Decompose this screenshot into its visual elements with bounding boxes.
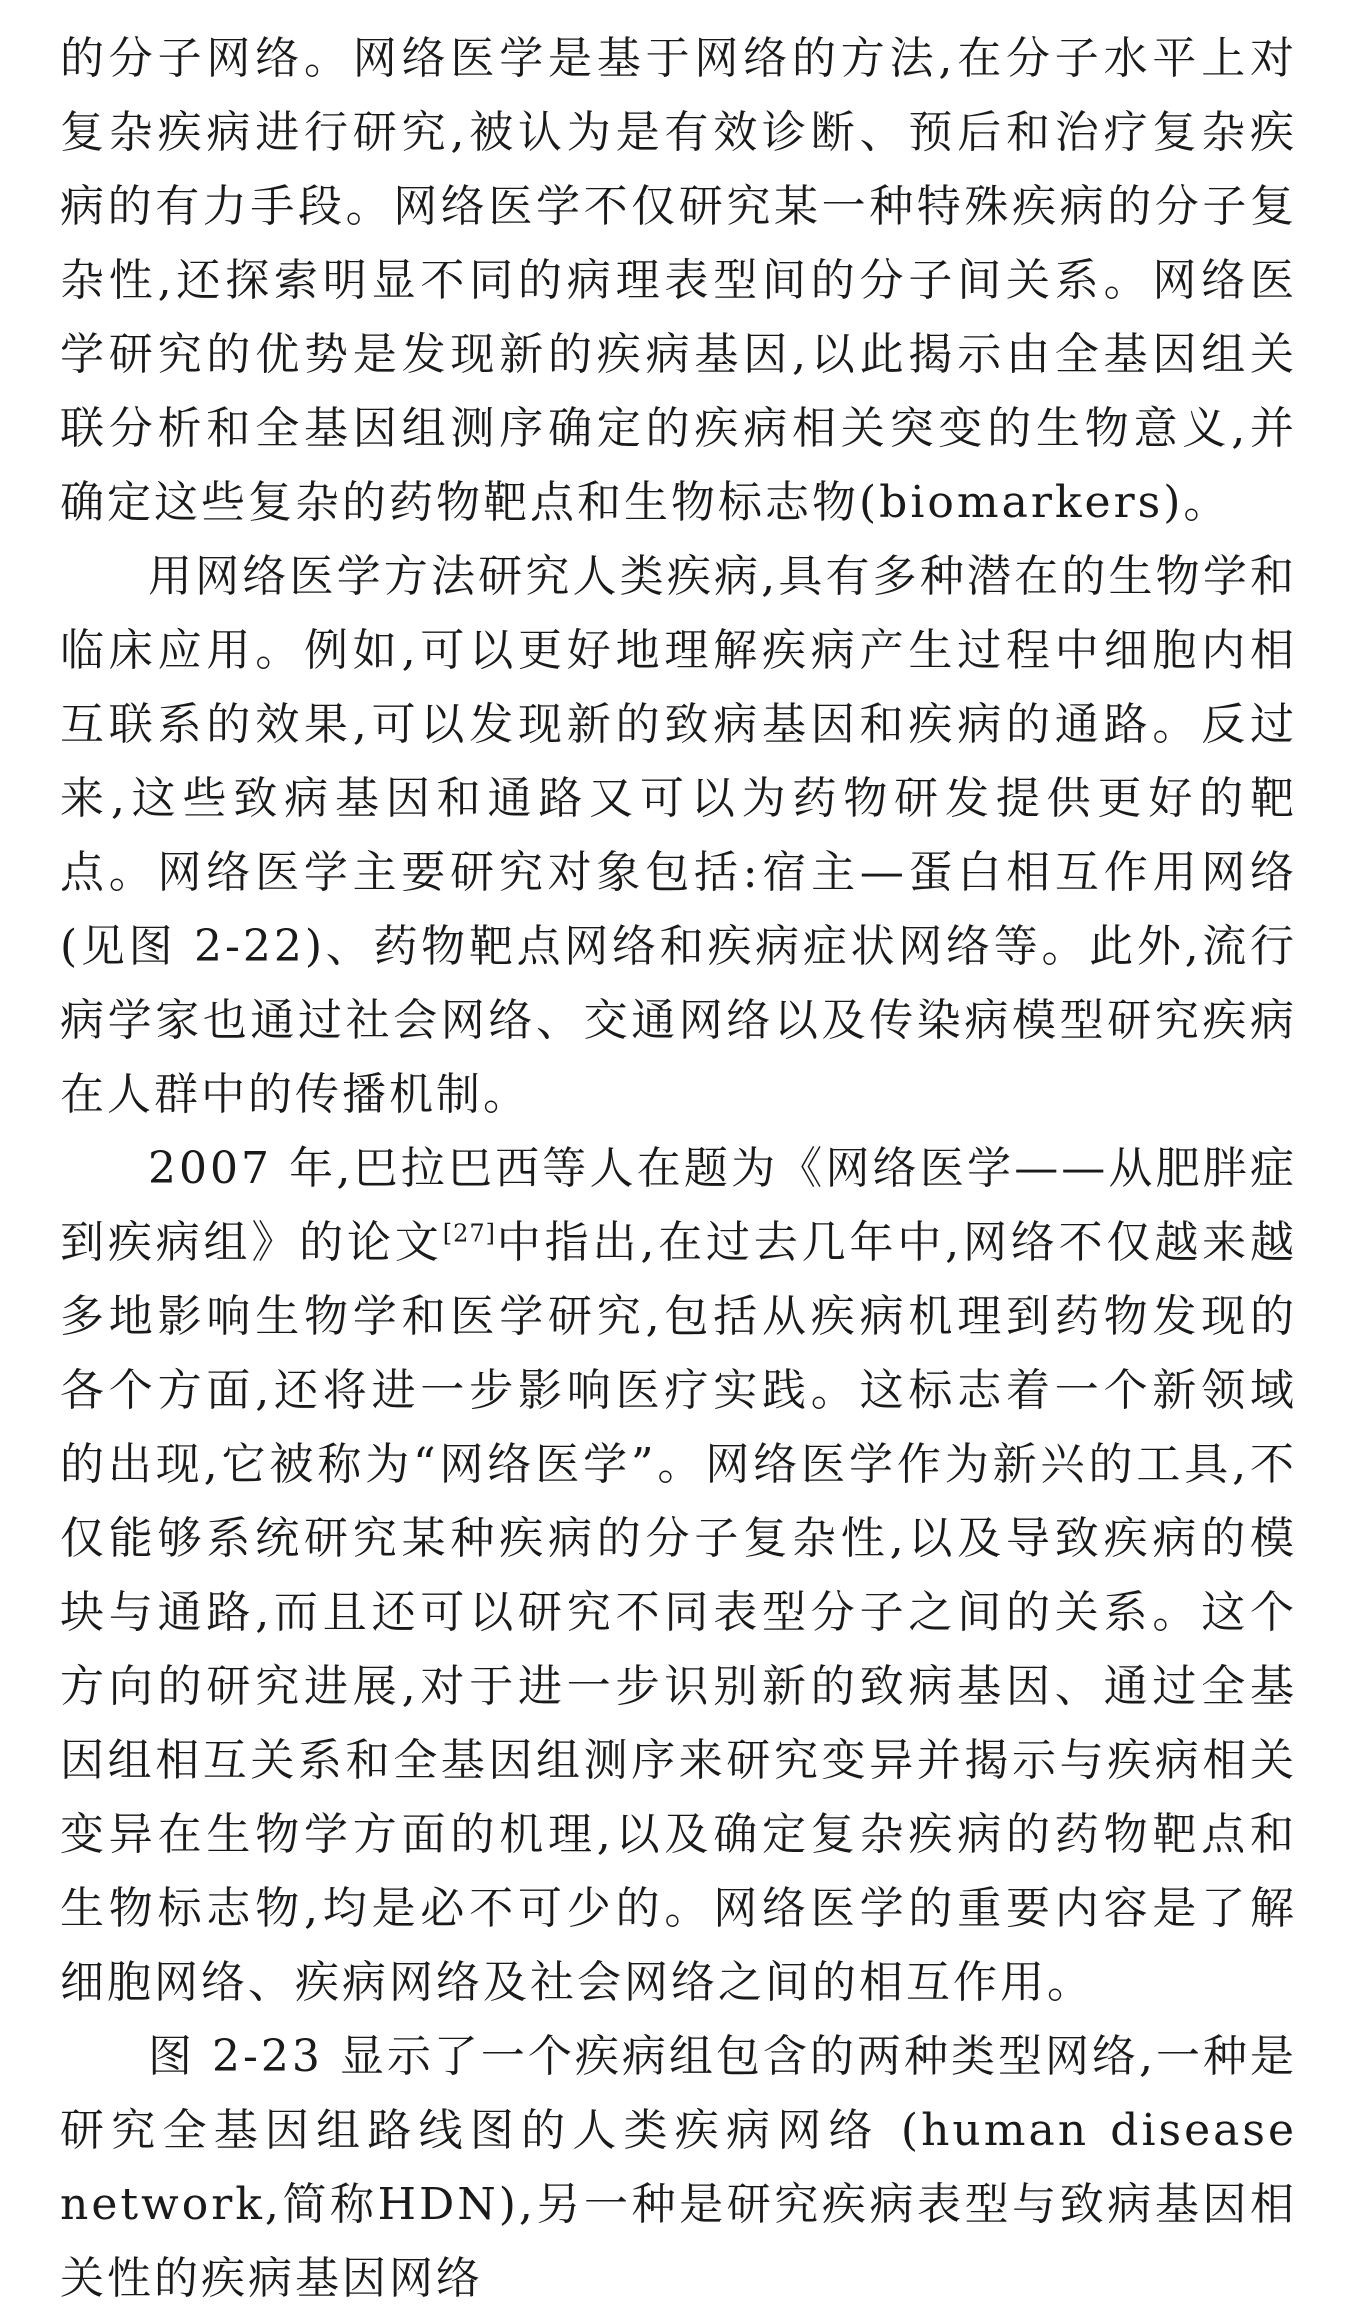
- paragraph-2: [60, 540, 1297, 1132]
- paragraph-text: 的分子网络。网络医学是基于网络的方法,在分子水平上对复杂疾病进行研究,被认为是有效诊断、预后和治疗复杂疾病的有力手段。网络医学不仅研究某一种特殊疾病的分子复杂性,还探索明显不同的病理表型间的分子间关系。网络医学研究的优势是发现新的疾病基因,以此揭示由全基因组关联分析和全基因组测序确定的疾病相关突变的生物意义,并确定这些复杂的药物靶点和生物标志物(biomarkers)。: [60, 33, 1297, 528]
- paragraph-text: 用网络医学方法研究人类疾病,具有多种潜在的生物学和临床应用。例如,可以更好地理解疾病产生过程中细胞内相互联系的效果,可以发现新的致病基因和疾病的通路。反过来,这些致病基因和通路又可以为药物研发提供更好的靶点。网络医学主要研究对象包括:宿主—蛋白相互作用网络(见图 2-22)、药物靶点网络和疾病症状网络等。此外,流行病学家也通过社会网络、交通网络以及传染病模型研究疾病在人群中的传播机制。: [60, 551, 1297, 1120]
- paragraph-1: [60, 22, 1297, 540]
- paragraph-4: [60, 2020, 1297, 2316]
- paragraph-text: 中指出,在过去几年中,网络不仅越来越多地影响生物学和医学研究,包括从疾病机理到药物发现的各个方面,还将进一步影响医疗实践。这标志着一个新领域的出现,它被称为“网络医学”。网络医学作为新兴的工具,不仅能够系统研究某种疾病的分子复杂性,以及导致疾病的模块与通路,而且还可以研究不同表型分子之间的关系。这个方向的研究进展,对于进一步识别新的致病基因、通过全基因组相互关系和全基因组测序来研究变异并揭示与疾病相关变异在生物学方面的机理,以及确定复杂疾病的药物靶点和生物标志物,均是必不可少的。网络医学的重要内容是了解细胞网络、疾病网络及社会网络之间的相互作用。: [60, 1217, 1297, 2008]
- paragraph-3: [60, 1132, 1297, 2020]
- paragraph-text: 图 2-23 显示了一个疾病组包含的两种类型网络,一种是研究全基因组路线图的人类疾病网络 (human disease network,简称HDN),另一种是研究疾病表型与致病基因相关性的疾病基因网络: [60, 2031, 1297, 2304]
- citation-superscript: [27]: [442, 1219, 496, 1248]
- paragraph-text: 2007 年,巴拉巴西等人在题为《网络医学——从肥胖症到疾病组》的论文: [60, 1143, 1297, 1268]
- document-page: [60, 22, 1297, 2316]
